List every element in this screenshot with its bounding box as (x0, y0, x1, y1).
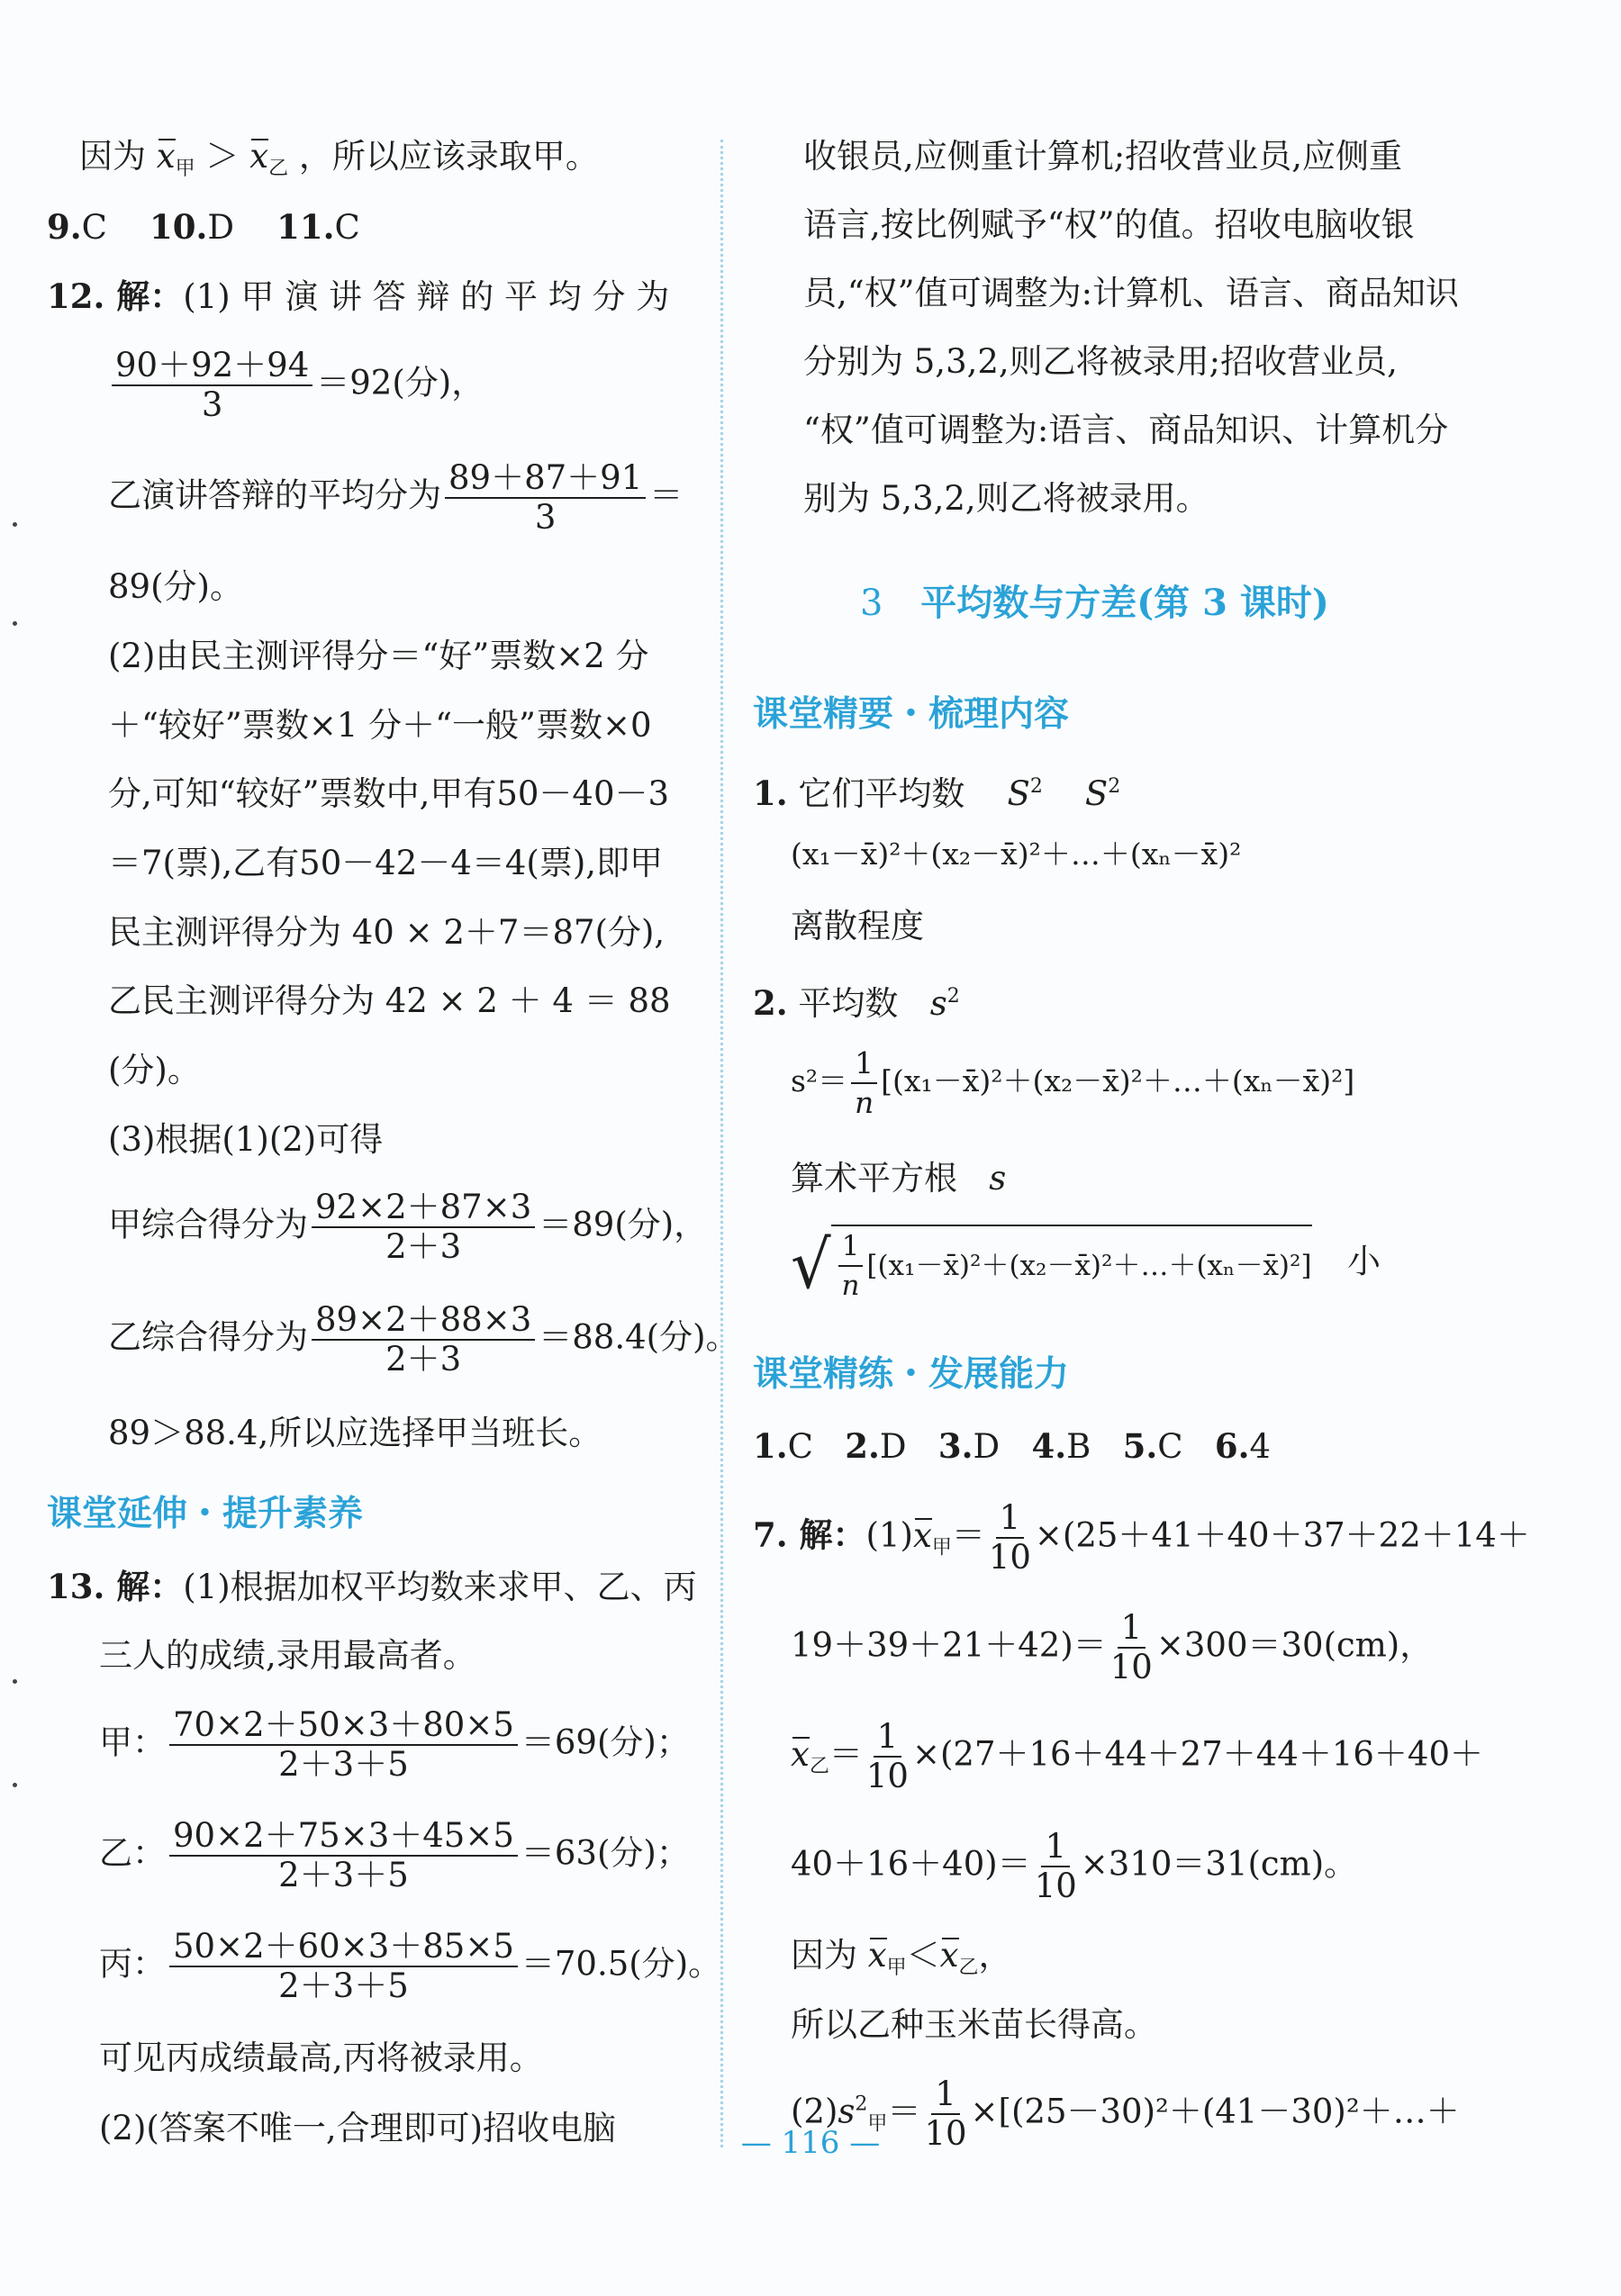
q7-line5: 因为 $x_甲<x_乙$， (791, 1936, 1012, 1979)
yi-score: 乙： $\frac{90\times 2+75\times 3+45\times 5}{2+3+5}$ ＝63(分)； (99, 1816, 690, 1894)
line: 因为 $x_甲 > x_乙$ ，所以应该录取甲。 (79, 137, 599, 180)
line: 收银员,应侧重计算机;招收营业员,应侧重 (803, 137, 1402, 176)
answers-1-6: 1.C 2.D 3.D 4.B 5.C 6.4 (753, 1426, 1272, 1466)
right-column (720, 0, 1621, 2296)
line: 员,“权”值可调整为:计算机、语言、商品知识 (803, 274, 1460, 312)
line: 离散程度 (791, 907, 924, 945)
line: 民主测评得分为 40 × 2＋7＝87(分), (108, 913, 666, 952)
line: 89＞88.4,所以应选择甲当班长。 (108, 1414, 602, 1452)
q12-line1: 12. 解：(1) 甲 演 讲 答 辩 的 平 均 分 为 (47, 276, 670, 316)
line: ＝7(票),乙有50－42－4＝4(票),即甲 (108, 844, 664, 882)
lesson-title: 3 平均数与方差(第 3 课时) (860, 582, 1329, 624)
answers-9-11: 9.C 10.D 11.C (47, 207, 360, 247)
q13-line1: 13. 解：(1)根据加权平均数来求甲、乙、丙 (47, 1567, 697, 1606)
line: 所以乙种玉米苗长得高。 (791, 2005, 1157, 2044)
line: (分)。 (108, 1051, 201, 1089)
line: 89(分)。 (108, 567, 243, 606)
q7-line1: 7. 解：$(1)x_甲=$ $\frac{1}{10}$ ×(25＋41＋40＋37＋22＋14＋ (753, 1498, 1530, 1577)
bing-score: 丙： $\frac{50\times 2+60\times 3+85\times 5}{2+3+5}$ ＝70.5(分)。 (99, 1927, 722, 2005)
key-2: 2. 平均数 $s^2$ (753, 983, 960, 1023)
q7-line7: $(2)s^2_甲=$ $\frac{1}{10}$ ×[(25－30)²＋(41－30)²＋…＋ (791, 2075, 1460, 2153)
sqrt-label: 算术平方根 s (791, 1159, 1007, 1198)
key-1: 1. 它们平均数 $S^2$ $S^2$ (753, 773, 1121, 813)
q12-fraction1: $\frac{90+92+94}{3}$ ＝92(分)， (108, 347, 484, 424)
std-formula: √ $\frac{1}{n}$ [(x₁－x̄)²＋(x₂－x̄)²＋…＋(xₙ－x̄)²] 小 (791, 1225, 1381, 1305)
line: 乙民主测评得分为 42 × 2 ＋ 4 ＝ 88 (108, 981, 671, 1020)
line: 可见丙成绩最高,丙将被录用。 (99, 2038, 543, 2077)
line: 三人的成绩,录用最高者。 (99, 1636, 476, 1675)
jia-total: 甲综合得分为 $\frac{92\times 2+87\times 3}{2+3}$ ＝89(分)， (108, 1188, 708, 1266)
q12-yi-avg: 乙演讲答辩的平均分为 $\frac{89+87+91}{3}$ ＝ (108, 458, 684, 537)
line: “权”值可调整为:语言、商品知识、计算机分 (803, 411, 1449, 449)
line: 别为 5,3,2,则乙将被录用。 (803, 479, 1209, 518)
left-column (0, 0, 739, 2296)
line: (2)由民主测评得分＝“好”票数×2 分 (108, 637, 649, 675)
section-heading: 课堂精要・梳理内容 (753, 694, 1070, 735)
q7-line2: 19＋39＋21＋42)＝ $\frac{1}{10}$ ×300＝30(cm)， (791, 1608, 1434, 1686)
yi-total: 乙综合得分为 $\frac{89\times 2+88\times 3}{2+3}$ ＝88.4(分)。 (108, 1300, 739, 1379)
sum-of-squares: (x₁－x̄)²＋(x₂－x̄)²＋…＋(xₙ－x̄)² (791, 836, 1242, 872)
line: (3)根据(1)(2)可得 (108, 1120, 384, 1159)
line: (2)(答案不唯一,合理即可)招收电脑 (99, 2109, 617, 2147)
line: ＋“较好”票数×1 分＋“一般”票数×0 (108, 706, 652, 745)
line: 语言,按比例赋予“权”的值。招收电脑收银 (803, 205, 1415, 244)
variance-formula: s²＝ $\frac{1}{n}$ [(x₁－x̄)²＋(x₂－x̄)²＋…＋(xₙ－x̄)²] (791, 1045, 1355, 1120)
section-heading: 课堂延伸・提升素养 (47, 1494, 364, 1534)
line: 分,可知“较好”票数中,甲有50－40－3 (108, 774, 670, 813)
jia-score: 甲： $\frac{70\times 2+50\times 3+80\times 5}{2+3+5}$ ＝69(分)； (99, 1705, 690, 1784)
line: 分别为 5,3,2,则乙将被录用;招收营业员, (803, 342, 1398, 381)
q7-line3: $x_乙=$ $\frac{1}{10}$ ×(27＋16＋44＋27＋44＋16＋40＋ (791, 1717, 1483, 1795)
q7-line4: 40＋16＋40)＝ $\frac{1}{10}$ ×310＝31(cm)。 (791, 1827, 1358, 1905)
page-number: — 116 — (740, 2125, 881, 2161)
section-heading: 课堂精练・发展能力 (753, 1354, 1070, 1395)
